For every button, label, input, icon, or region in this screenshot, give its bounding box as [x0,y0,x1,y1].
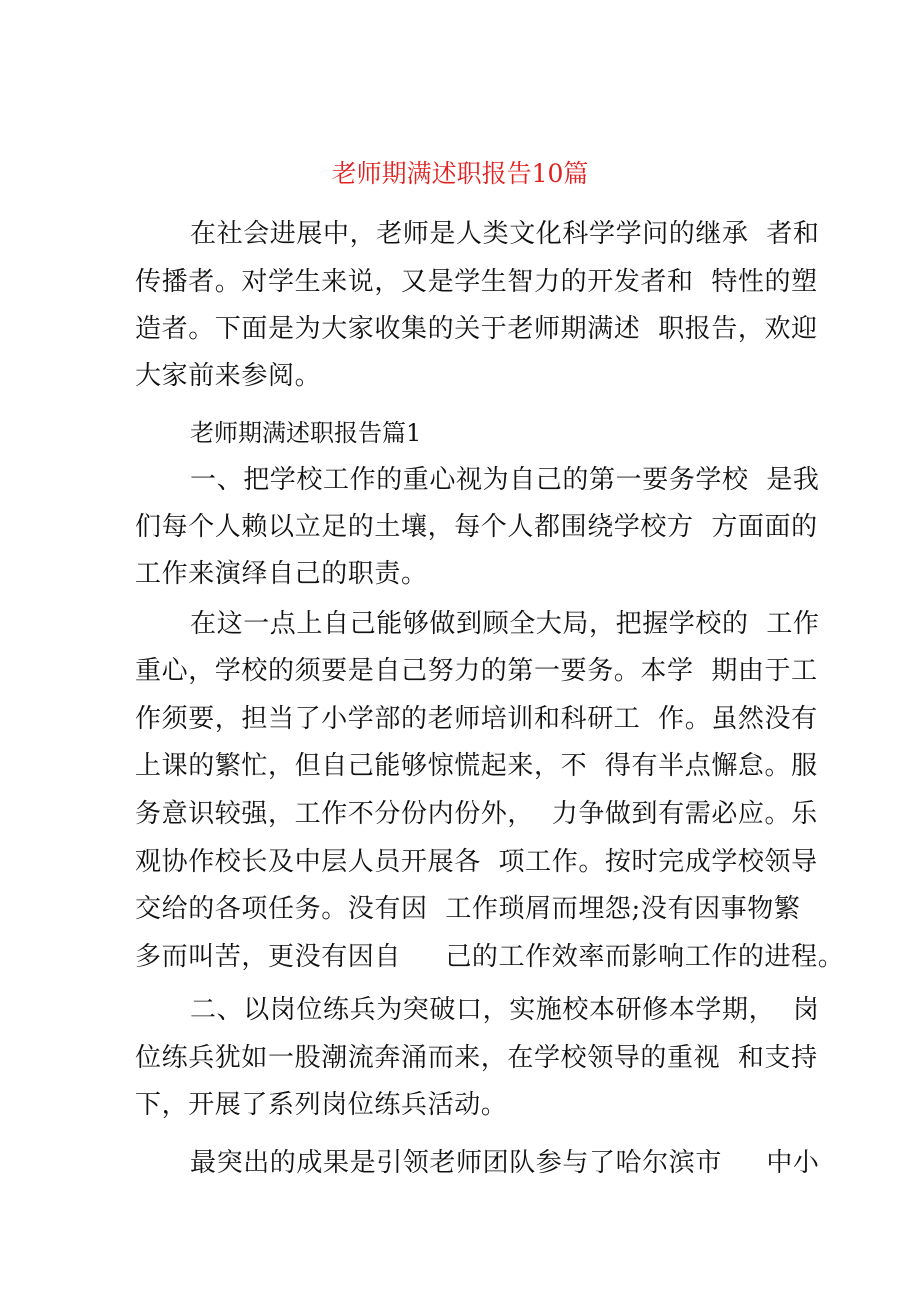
paragraph-line: 作须要，担当了小学部的老师培训和科研工 作。虽然没有 [135,704,818,734]
paragraph-line: 们每个人赖以立足的土壤，每个人都围绕学校方 方面面的 [135,512,818,542]
paragraph-line: 下，开展了系列岗位练兵活动。 [135,1090,508,1120]
paragraph-line: 最突出的成果是引领老师团队参与了哈尔滨市 中小 [190,1148,820,1178]
paragraph-line: 务意识较强，工作不分份内份外， 力争做到有需必应。乐 [135,799,818,829]
paragraph-line: 多而叫苦，更没有因自 己的工作效率而影响工作的进程。 [135,942,845,972]
paragraph-line: 二、以岗位练兵为突破口，实施校本研修本学期， 岗 [190,995,820,1025]
paragraph-line: 重心，学校的须要是自己努力的第一要务。本学 期由于工 [135,656,818,686]
section-heading: 老师期满述职报告篇1 [190,419,422,447]
paragraph-line: 传播者。对学生来说，又是学生智力的开发者和 特性的塑 [135,267,818,297]
paragraph-line: 位练兵犹如一股潮流奔涌而来，在学校领导的重视 和支持 [135,1043,818,1073]
paragraph-line: 在社会进展中，老师是人类文化科学学问的继承 者和 [190,219,820,249]
paragraph-line: 上课的繁忙，但自己能够惊慌起来，不 得有半点懈怠。服 [135,751,818,781]
paragraph-line: 工作来演绎自己的职责。 [135,559,428,589]
paragraph-line: 一、把学校工作的重心视为自己的第一要务学校 是我 [190,465,820,495]
paragraph-line: 交给的各项任务。没有因 工作琐屑而埋怨;没有因事物繁 [135,894,801,924]
paragraph-line: 在这一点上自己能够做到顾全大局，把握学校的 工作 [190,609,820,639]
paragraph-line: 大家前来参阅。 [135,361,322,391]
document-title: 老师期满述职报告10篇 [331,159,589,188]
paragraph-line: 造者。下面是为大家收集的关于老师期满述 职报告，欢迎 [135,314,818,344]
paragraph-line: 观协作校长及中层人员开展各 项工作。按时完成学校领导 [135,847,818,877]
